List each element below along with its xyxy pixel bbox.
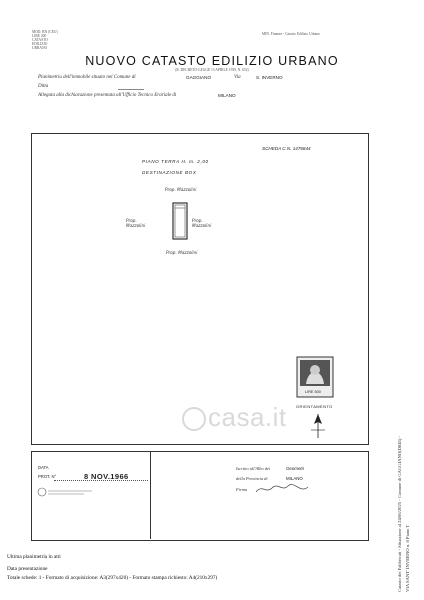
via-label: Via [234, 75, 241, 80]
comune-label: Planimetria dell'immobile situato nel Comune di [38, 75, 136, 80]
form-code-line: EDILIZIO [32, 41, 48, 46]
north-arrow-icon [306, 412, 330, 440]
neighbour-label-top: Prop. Mazzolini [165, 187, 197, 192]
neighbour-label-bottom: Prop. Mazzolini [166, 250, 198, 255]
albo-label: Iscritto all'Albo dei [236, 466, 271, 471]
form-code-line: LIRE 200 [32, 33, 47, 38]
side-note-line-1: Catasto dei Fabbricati - Situazione al 24/06/2025 - Comune di GAGGIANO(D845) - [397, 435, 402, 592]
piano-info: PIANO TERRA H. m. 2,00 [142, 159, 209, 164]
neighbour-label-left: Prop. Mazzolini [126, 218, 146, 229]
allegata-label: Allegata alla dichiarazione presentata all'Ufficio Tecnico Erariale di [38, 93, 177, 98]
bottom-box-divider [150, 451, 151, 539]
ministry-emblem-icon [36, 486, 96, 498]
watermark [182, 402, 287, 433]
date-stamp: 8 NOV.1966 [84, 472, 129, 481]
provincia-label: della Provincia di [236, 476, 268, 481]
ditta-label: Ditta [38, 84, 49, 89]
neighbour-label-right: Prop. Mazzolini [192, 218, 212, 229]
albo-value: Geometri [286, 466, 305, 471]
form-line-comune [38, 75, 136, 80]
form-code-line: CATASTO [32, 37, 48, 42]
provincia-value: MILANO [286, 476, 303, 481]
comune-value: GAGGIANO [186, 75, 212, 80]
ufficio-value: MILANO [218, 93, 236, 98]
footer-line-3: Totale schede: 1 - Formato di acquisizione: A3(297x420) - Formato stampa richiesto: A4(210x297) [7, 575, 218, 581]
stamp-head [310, 365, 320, 375]
form-code-line: URBANO [32, 45, 48, 50]
ministry-note: MIN. Finanze - Catasto Edilizio Urbano [262, 32, 320, 36]
orientation-label: ORIENTAMENTO [296, 404, 333, 409]
footer-line-2: Data presentazione [7, 566, 48, 572]
footer-line-1: Ultima planimetria in atti [7, 554, 61, 560]
ditta-underline [118, 89, 144, 90]
form-code-line: MOD. BN (CEU) [32, 30, 58, 34]
via-value: S. INVERNO [256, 75, 283, 80]
side-note-line-2: VIA SANT' INVERNO n. 8 Piano T [405, 524, 410, 592]
signature [254, 482, 310, 496]
stamp-value: LIRE 500 [305, 390, 321, 394]
watermark-text: casa.it [208, 402, 287, 432]
box-inner-wall [175, 205, 185, 237]
watermark-icon [182, 407, 206, 431]
destination-info: DESTINAZIONE BOX [142, 170, 197, 175]
form-code-block [32, 31, 58, 51]
page-subtitle: (R. DECRETO-LEGGE 13 APRILE 1939, N. 652) [175, 68, 249, 72]
firma-label: Firma [236, 487, 247, 492]
page-title: NUOVO CATASTO EDILIZIO URBANO [85, 54, 339, 68]
scheda-number: SCHEDA C.N. 1476844 [262, 146, 311, 151]
prot-label: PROT. N° [38, 474, 57, 479]
data-label: DATA [38, 465, 49, 470]
